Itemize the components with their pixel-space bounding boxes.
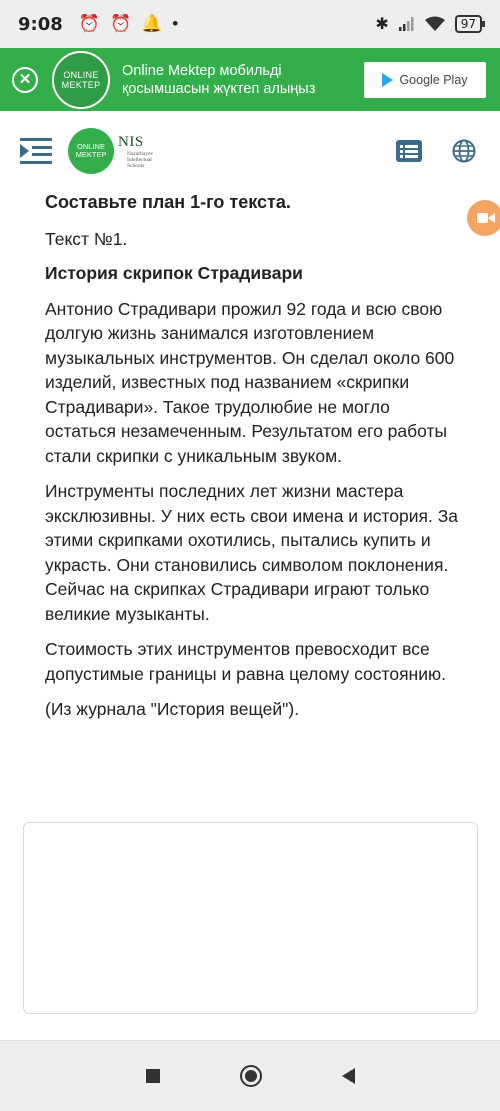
app-header [0, 111, 500, 191]
answer-textarea[interactable] [23, 822, 478, 1014]
paragraph: Стоимость этих инструментов превосходит все допустимые границы и равна целому состоянию. [45, 639, 446, 684]
text-number: Текст №1. [45, 228, 128, 249]
logo-line2: MEKTEP [61, 79, 101, 90]
logo-line1: ONLINE [77, 142, 105, 151]
google-play-button[interactable] [364, 62, 486, 98]
menu-toggle-icon[interactable] [20, 138, 52, 164]
nis-sub2: Intellectual [127, 156, 152, 163]
google-play-label: Google Play [399, 72, 468, 87]
status-right-icons [375, 14, 482, 34]
wifi-icon [425, 16, 445, 32]
banner-text: Online Mektep мобильді қосымшасын жүктеп алыңыз [122, 62, 316, 97]
logo-line1: ONLINE [63, 69, 99, 80]
dot-icon: • [172, 14, 179, 33]
status-left-icons [79, 14, 178, 34]
video-camera-icon [477, 211, 495, 225]
source-citation: (Из журнала "История вещей"). [45, 699, 300, 719]
nis-logo-text: NIS [118, 133, 144, 150]
list-icon[interactable] [396, 140, 422, 162]
logo-line2: MEKTEP [75, 150, 107, 159]
app-download-banner [0, 48, 500, 111]
alarm-icon: ⏰ [78, 14, 100, 33]
system-nav-bar [0, 1041, 500, 1111]
home-icon[interactable] [240, 1065, 262, 1087]
globe-icon[interactable] [452, 139, 476, 163]
bluetooth-icon: ✱ [375, 16, 389, 33]
text-heading: История скрипок Страдивари [45, 263, 303, 283]
alarm-icon: ⏰ [109, 14, 132, 33]
paragraph: Антонио Страдивари прожил 92 года и всю свою долгую жизнь занимался изготовлением музыкальных инструментов. Он сделал около 600 изделий, известных под названием «скрипки Страдивари». Такое трудолюбие не могло остаться незамеченным. Результатом его работы стали скрипки с уникальным звуком. [45, 298, 455, 466]
close-icon[interactable]: ✕ [12, 67, 38, 93]
paragraph: Инструменты последних лет жизни мастера эксклюзивны. У них есть свои имена и история. За этими скрипками охотились, пытались купить и украсть. Они становились символом поклонения. Сейчас на скрипках Страдивари играют только великие музыканты. [45, 481, 459, 624]
status-time: 9:08 [18, 13, 63, 35]
video-record-button[interactable] [467, 200, 500, 236]
signal-icon [399, 17, 415, 31]
status-bar [0, 0, 500, 48]
nis-sub3: Schools [127, 162, 145, 169]
google-play-icon [382, 73, 393, 87]
battery-icon [455, 15, 482, 33]
nis-logo [118, 134, 153, 169]
online-mektep-logo[interactable] [68, 128, 114, 174]
task-content [45, 190, 465, 722]
nis-sub1: Nazarbayev [127, 150, 154, 157]
notification-icon: 🔔 [141, 14, 163, 33]
recent-apps-icon[interactable] [146, 1069, 160, 1083]
online-mektep-logo [52, 51, 110, 109]
task-title: Составьте план 1-го текста. [45, 192, 291, 212]
back-icon[interactable] [342, 1068, 355, 1084]
battery-level: 97 [460, 17, 476, 31]
